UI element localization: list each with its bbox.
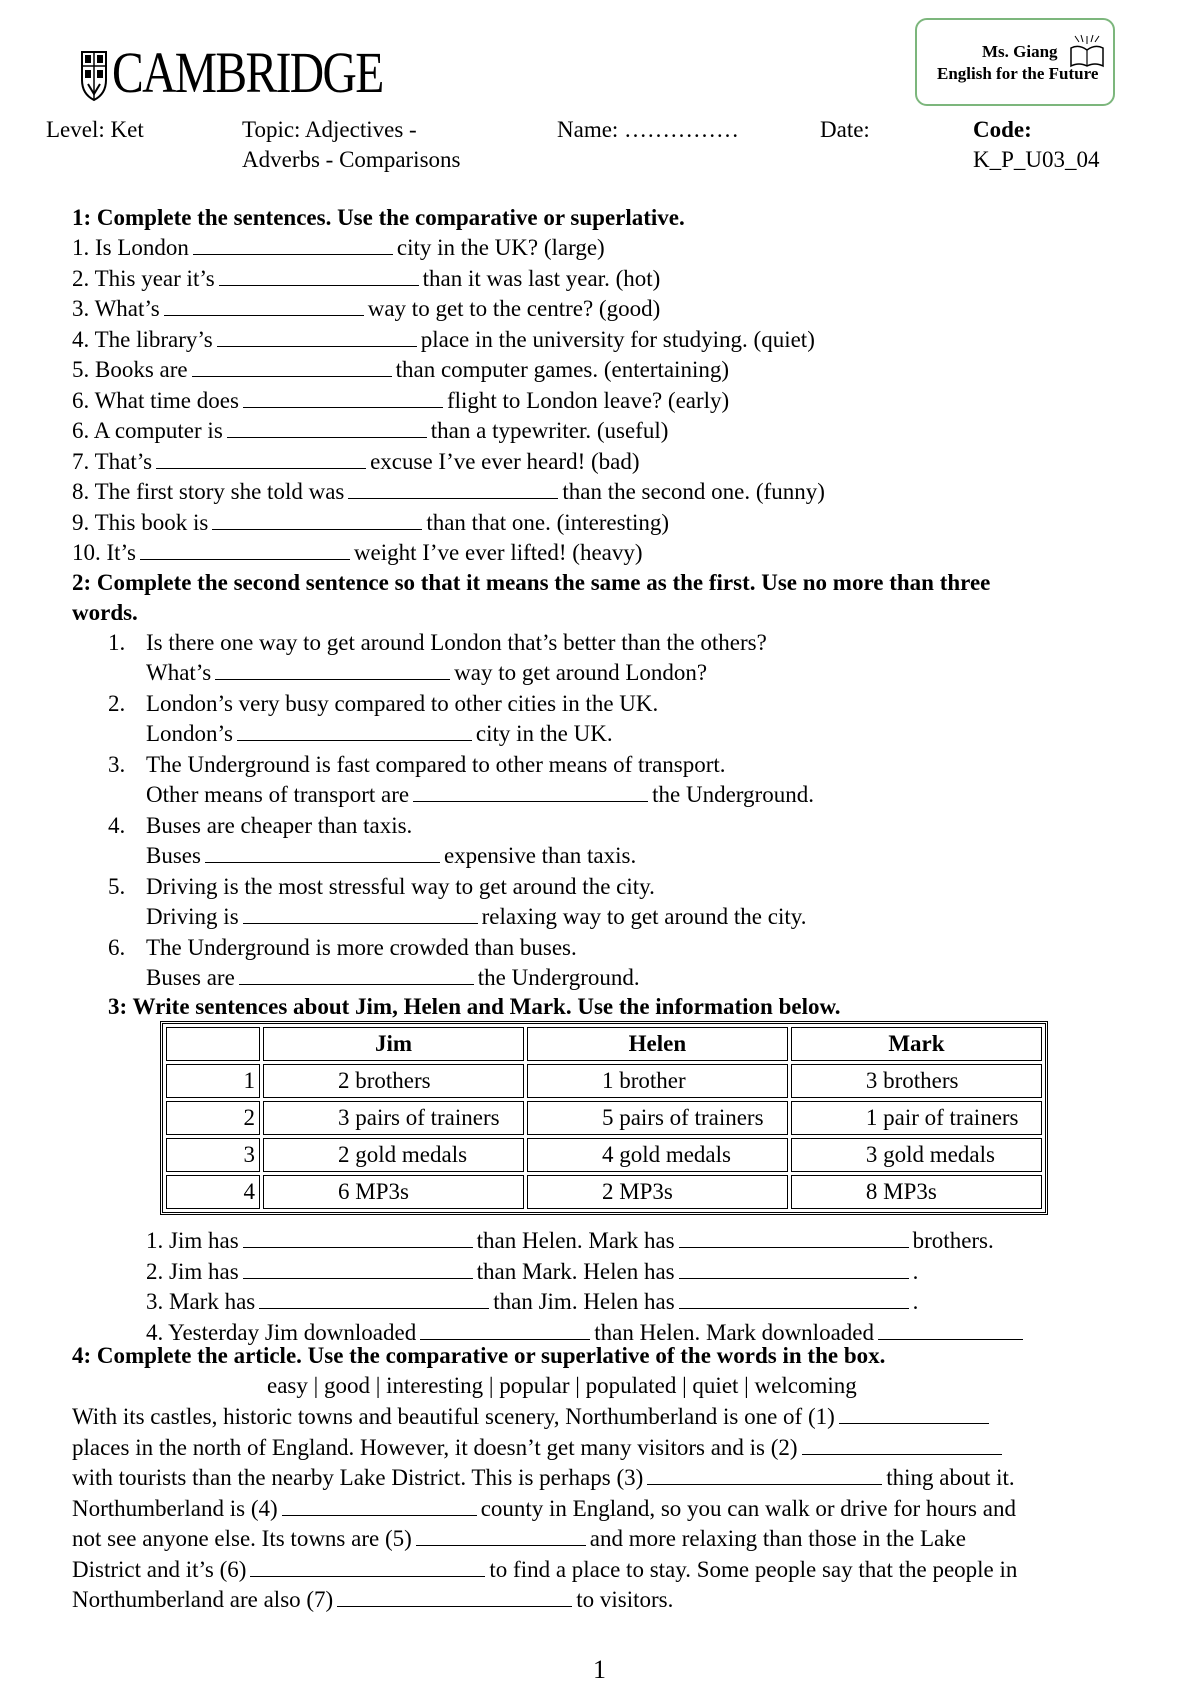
sentence-line (72, 386, 729, 416)
sentence-end: . (912, 1258, 919, 1284)
original-sentence: Buses are cheaper than taxis. (146, 813, 413, 838)
article-text-end: to find a place to stay. Some people say that the people in (489, 1556, 1018, 1582)
answer-blank[interactable] (227, 417, 427, 438)
original-sentence: Driving is the most stressful way to get around the city. (146, 874, 655, 899)
answer-blank[interactable] (212, 509, 422, 530)
sentence-start: What’s (146, 660, 212, 685)
row-number: 2 (166, 1101, 260, 1135)
answer-blank[interactable] (243, 903, 478, 924)
section-1-title: 1: Complete the sentences. Use the comparative or superlative. (72, 205, 685, 230)
article-text-start: With its castles, historic towns and beautiful scenery, Northumberland is one of (1) (72, 1404, 835, 1429)
sentence-start: 2. This year it’s (72, 265, 215, 291)
table-row (166, 1175, 1042, 1209)
rewrite-sentence (146, 902, 807, 932)
sentence-start: 10. It’s (72, 540, 136, 565)
page-number: 1 (593, 1655, 606, 1684)
table-row (166, 1138, 1042, 1172)
code-value: K_P_U03_04 (973, 147, 1100, 172)
article-text-start: with tourists than the nearby Lake District. This is perhaps (3) (72, 1465, 644, 1490)
table-cell: 3 gold medals (791, 1138, 1042, 1172)
sentence-start: Buses (146, 843, 201, 868)
item-number: 4. (108, 813, 126, 838)
row-number: 4 (166, 1175, 260, 1209)
section-2-title-line-2: words. (72, 600, 138, 625)
sentence-start: 6. What time does (72, 387, 239, 413)
sentence-line (72, 416, 668, 446)
topic-line-1: Topic: Adjectives - (242, 117, 417, 142)
article-text-end: thing about it. (886, 1465, 1015, 1490)
section-3-title: 3: Write sentences about Jim, Helen and Mark. Use the information below. (108, 994, 841, 1019)
info-table (160, 1021, 1048, 1215)
sentence-end: expensive than taxis. (443, 843, 637, 868)
article-line (72, 1494, 1016, 1524)
table-cell: 4 gold medals (527, 1138, 788, 1172)
sentence-end: relaxing way to get around the city. (481, 904, 807, 929)
original-sentence: London’s very busy compared to other cities in the UK. (146, 691, 659, 716)
table-header-blank (166, 1027, 260, 1061)
rewrite-sentence (146, 658, 707, 688)
article-text-start: District and it’s (6) (72, 1556, 247, 1582)
table-cell: 5 pairs of trainers (527, 1101, 788, 1135)
answer-blank[interactable] (282, 1495, 477, 1516)
answer-blank[interactable] (348, 478, 558, 499)
table-cell: 3 pairs of trainers (263, 1101, 524, 1135)
sentence-end: . (912, 1289, 919, 1314)
table-header-cell: Helen (527, 1027, 788, 1061)
table-cell: 3 brothers (791, 1064, 1042, 1098)
answer-blank[interactable] (193, 234, 393, 255)
item-number: 2. (108, 691, 126, 716)
sentence-end: excuse I’ve ever heard! (bad) (370, 448, 640, 474)
answer-blank[interactable] (250, 1556, 485, 1577)
sentence-start: 6. A computer is (72, 418, 223, 443)
table-cell: 2 brothers (263, 1064, 524, 1098)
sentence-line (72, 447, 640, 477)
sentence-start: 3. What’s (72, 296, 160, 321)
answer-blank[interactable] (413, 781, 648, 802)
sentence-end: than the second one. (funny) (562, 479, 825, 504)
article-text-start: places in the north of England. However, it doesn’t get many visitors and is (2) (72, 1434, 798, 1460)
rewrite-sentence (146, 780, 814, 810)
sentence-start: 9. This book is (72, 509, 209, 535)
topic-line-2: Adverbs - Comparisons (242, 147, 461, 172)
answer-blank[interactable] (243, 387, 443, 408)
sentence-start: Buses are (146, 965, 235, 990)
article-text-start: not see anyone else. Its towns are (5) (72, 1526, 412, 1551)
answer-blank[interactable] (802, 1434, 1002, 1455)
article-line (72, 1402, 993, 1432)
answer-blank[interactable] (679, 1258, 909, 1279)
date-field: Date: (820, 117, 870, 142)
answer-blank[interactable] (219, 265, 419, 286)
row-number: 3 (166, 1138, 260, 1172)
table-cell: 1 pair of trainers (791, 1101, 1042, 1135)
answer-blank[interactable] (156, 448, 366, 469)
level-label: Level: Ket (46, 117, 144, 142)
table-body (166, 1064, 1042, 1209)
table-row (166, 1064, 1042, 1098)
sentence-line (72, 294, 660, 324)
answer-blank[interactable] (337, 1586, 572, 1607)
answer-blank[interactable] (878, 1319, 1023, 1340)
answer-blank[interactable] (259, 1288, 489, 1309)
rewrite-sentence (146, 963, 640, 993)
answer-blank[interactable] (237, 720, 472, 741)
item-number: 5. (108, 874, 126, 899)
article-line (72, 1585, 673, 1615)
article-line (72, 1524, 966, 1554)
sentence-end: the Underground. (652, 782, 814, 807)
sentence-start: 1. Jim has (146, 1228, 239, 1253)
sentence-start: 2. Jim has (146, 1258, 239, 1284)
sentence-line (72, 538, 643, 568)
table-header-cell: Jim (263, 1027, 524, 1061)
table-cell: 2 MP3s (527, 1175, 788, 1209)
item-number: 1. (108, 630, 126, 655)
answer-blank[interactable] (205, 842, 440, 863)
sentence-start: 8. The first story she told was (72, 479, 345, 504)
sentence-end: city in the UK? (large) (396, 235, 605, 260)
answer-blank[interactable] (679, 1288, 909, 1309)
answer-blank[interactable] (140, 539, 350, 560)
sentence-end: than computer games. (entertaining) (395, 357, 730, 382)
sentence-end: way to get around London? (454, 660, 708, 685)
sentence-start: 7. That’s (72, 448, 153, 474)
article-text-end: to visitors. (576, 1587, 674, 1612)
article-text-start: Northumberland is (4) (72, 1495, 278, 1521)
answer-blank[interactable] (192, 356, 392, 377)
sentence-start: Other means of transport are (146, 782, 410, 807)
sentence-start: 1. Is London (72, 235, 189, 260)
rewrite-sentence (146, 841, 636, 871)
sentence-line (72, 477, 825, 507)
original-sentence: Is there one way to get around London that’s better than the others? (146, 630, 767, 655)
answer-blank[interactable] (839, 1403, 989, 1424)
name-field: Name: …………… (557, 117, 740, 142)
table-cell: 2 gold medals (263, 1138, 524, 1172)
brand-slogan: English for the Future (937, 64, 1099, 83)
sentence-start: 4. Yesterday Jim downloaded (146, 1319, 417, 1345)
sentence-end: way to get to the centre? (good) (367, 296, 661, 321)
sentence-end: the Underground. (477, 965, 640, 990)
table-cell: 8 MP3s (791, 1175, 1042, 1209)
answer-blank[interactable] (239, 964, 474, 985)
cambridge-crest-icon (80, 50, 108, 102)
article-text-end: and more relaxing than those in the Lake (589, 1526, 966, 1551)
sentence-middle: than Helen. Mark has (476, 1228, 675, 1253)
answer-blank[interactable] (243, 1227, 473, 1248)
brand-name: Ms. Giang (982, 42, 1058, 61)
item-number: 3. (108, 752, 126, 777)
word-box: easy | good | interesting | popular | populated | quiet | welcoming (267, 1373, 857, 1398)
sentence-end: than that one. (interesting) (426, 509, 670, 535)
code-label: Code: (973, 117, 1032, 142)
sentence-line (146, 1287, 918, 1317)
sentence-middle: than Helen. Mark downloaded (594, 1319, 874, 1345)
sentence-start: 3. Mark has (146, 1289, 256, 1314)
answer-blank[interactable] (420, 1319, 590, 1340)
answer-blank[interactable] (647, 1464, 882, 1485)
sentence-line (146, 1226, 994, 1256)
sentence-start: London’s (146, 721, 233, 746)
sentence-line (146, 1257, 918, 1287)
sentence-start: Driving is (146, 904, 239, 929)
article-line (72, 1555, 1017, 1585)
sentence-line (72, 233, 605, 263)
table-header-row (166, 1027, 1042, 1061)
section-2-title-line-1: 2: Complete the second sentence so that it means the same as the first. Use no more than three (72, 570, 991, 595)
original-sentence: The Underground is more crowded than buses. (146, 935, 577, 960)
article-text-end: county in England, so you can walk or drive for hours and (480, 1495, 1016, 1521)
answer-blank[interactable] (416, 1525, 586, 1546)
answer-blank[interactable] (215, 659, 450, 680)
sentence-line (72, 264, 660, 294)
brand-badge (915, 18, 1115, 106)
answer-blank[interactable] (164, 295, 364, 316)
sentence-end: than a typewriter. (useful) (430, 418, 669, 443)
section-4-title: 4: Complete the article. Use the comparative or superlative of the words in the box. (72, 1343, 886, 1368)
sentence-start: 4. The library’s (72, 326, 213, 352)
article-text-start: Northumberland are also (7) (72, 1587, 334, 1612)
sentence-end: city in the UK. (475, 721, 613, 746)
sentence-end: weight I’ve ever lifted! (heavy) (353, 540, 643, 565)
sentence-end: brothers. (912, 1228, 994, 1253)
open-book-icon (1067, 34, 1107, 68)
answer-blank[interactable] (217, 326, 417, 347)
rewrite-sentence (146, 719, 613, 749)
article-line (72, 1463, 1015, 1493)
sentence-end: flight to London leave? (early) (446, 387, 730, 413)
sentence-line (72, 508, 669, 538)
sentence-start: 5. Books are (72, 357, 188, 382)
table-cell: 6 MP3s (263, 1175, 524, 1209)
answer-blank[interactable] (243, 1258, 473, 1279)
item-number: 6. (108, 935, 126, 960)
answer-blank[interactable] (679, 1227, 909, 1248)
sentence-line (72, 355, 729, 385)
sentence-end: place in the university for studying. (quiet) (420, 326, 815, 352)
table-row (166, 1101, 1042, 1135)
row-number: 1 (166, 1064, 260, 1098)
sentence-middle: than Jim. Helen has (493, 1289, 675, 1314)
table-cell: 1 brother (527, 1064, 788, 1098)
sentence-line (72, 325, 815, 355)
article-line (72, 1433, 1006, 1463)
original-sentence: The Underground is fast compared to other means of transport. (146, 752, 726, 777)
sentence-end: than it was last year. (hot) (422, 265, 661, 291)
cambridge-logo-text: CAMBRIDGE (112, 40, 383, 105)
sentence-middle: than Mark. Helen has (476, 1258, 675, 1284)
table-header-cell: Mark (791, 1027, 1042, 1061)
